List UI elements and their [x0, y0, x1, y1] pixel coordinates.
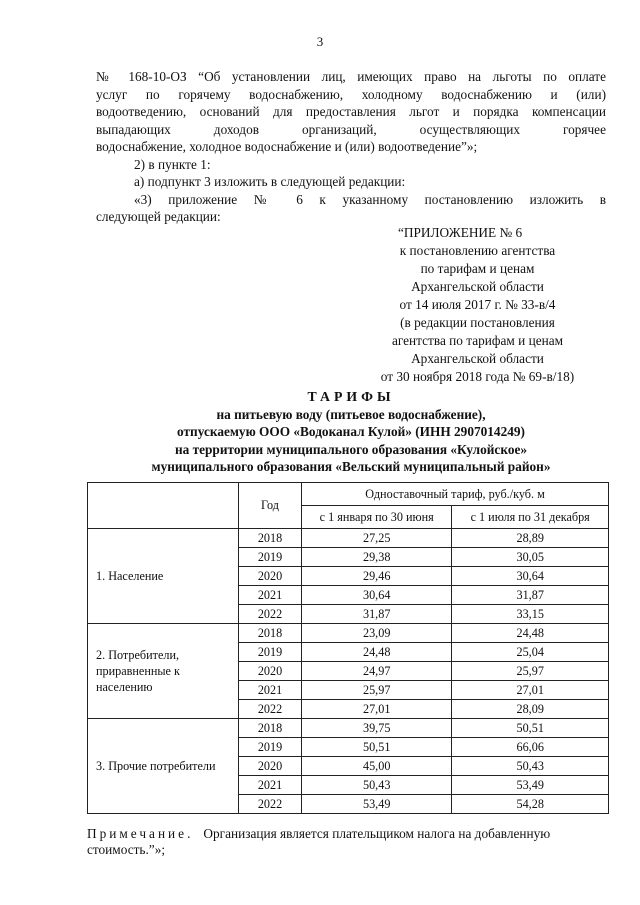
year-cell: 2020	[239, 567, 302, 586]
tariff-cell-period-1: 24,97	[302, 662, 452, 681]
tariff-cell-period-1: 53,49	[302, 795, 452, 814]
tariff-cell-period-1: 24,48	[302, 643, 452, 662]
tariff-cell-period-1: 50,51	[302, 738, 452, 757]
intro-paragraph	[96, 68, 606, 226]
intro-line: выпадающих доходов организаций, осуществляющих горячее	[96, 121, 606, 137]
appendix-line: агентства по тарифам и ценам	[391, 333, 564, 348]
header-row	[88, 483, 609, 506]
table-row	[88, 624, 609, 643]
tariff-cell-period-1: 45,00	[302, 757, 452, 776]
tariff-cell-period-2: 27,01	[452, 681, 609, 700]
appendix-line: по тарифам и ценам	[420, 261, 535, 276]
appendix-block	[350, 224, 605, 386]
note-text: Организация является плательщиком налога на добавленную стоимость.”»;	[87, 826, 551, 857]
tariff-cell-period-2: 54,28	[452, 795, 609, 814]
appendix-line: Архангельской области	[411, 279, 544, 294]
tariff-cell-period-2: 25,04	[452, 643, 609, 662]
tariff-table	[87, 482, 609, 814]
intro-line: водоотведению, оснований для предоставления льгот и порядка компенсации	[96, 104, 606, 119]
tariff-cell-period-2: 33,15	[452, 605, 609, 624]
year-cell: 2022	[239, 605, 302, 624]
tariff-cell-period-1: 27,25	[302, 529, 452, 548]
table-row	[88, 719, 609, 738]
tariff-cell-period-1: 29,46	[302, 567, 452, 586]
year-cell: 2019	[239, 643, 302, 662]
intro-line-last: водоснабжение, холодное водоснабжение и (или) водоотведение”»;	[96, 139, 478, 154]
year-cell: 2018	[239, 624, 302, 643]
appendix-line: Архангельской области	[411, 351, 544, 366]
tariff-cell-period-1: 23,09	[302, 624, 452, 643]
note-label: Примечание.	[87, 826, 194, 841]
tariff-cell-period-1: 25,97	[302, 681, 452, 700]
appendix-line: от 14 июля 2017 г. № 33-в/4	[399, 297, 556, 312]
appendix-line: к постановлению агентства	[399, 243, 556, 258]
tariff-cell-period-1: 50,43	[302, 776, 452, 795]
tariff-cell-period-1: 27,01	[302, 700, 452, 719]
item-3-line1: «3) приложение № 6 к указанному постановлению изложить в	[134, 191, 606, 207]
intro-line: услуг по горячему водоснабжению, холодному водоснабжению и (или)	[96, 86, 606, 102]
header-period-2: с 1 июля по 31 декабря	[452, 506, 609, 529]
title-line: на территории муниципального образования «Кулойское»	[174, 441, 528, 457]
note	[87, 826, 609, 858]
tariff-cell-period-2: 28,89	[452, 529, 609, 548]
year-cell: 2020	[239, 757, 302, 776]
year-cell: 2021	[239, 681, 302, 700]
tariff-cell-period-1: 39,75	[302, 719, 452, 738]
tariff-cell-period-2: 50,43	[452, 757, 609, 776]
page-number: 3	[316, 34, 324, 49]
header-year: Год	[239, 483, 302, 529]
tariff-cell-period-2: 53,49	[452, 776, 609, 795]
header-period-1: с 1 января по 30 июня	[302, 506, 452, 529]
title-main: ТАРИФЫ	[307, 389, 395, 404]
category-cell: 1. Население	[88, 529, 239, 624]
header-category-cell	[88, 483, 239, 529]
intro-line: № 168-10-ОЗ “Об установлении лиц, имеющих право на льготы по оплате	[96, 69, 606, 84]
year-cell: 2022	[239, 700, 302, 719]
tariff-cell-period-2: 24,48	[452, 624, 609, 643]
tariff-cell-period-1: 31,87	[302, 605, 452, 624]
year-cell: 2022	[239, 795, 302, 814]
category-cell: 3. Прочие потребители	[88, 719, 239, 814]
table-row	[88, 529, 609, 548]
category-cell: 2. Потребители, приравненные к населению	[88, 624, 239, 719]
tariff-cell-period-1: 29,38	[302, 548, 452, 567]
header-tariff: Одноставочный тариф, руб./куб. м	[302, 483, 609, 506]
appendix-line: от 30 ноября 2018 года № 69-в/18)	[380, 369, 575, 384]
year-cell: 2018	[239, 719, 302, 738]
title-line: муниципального образования «Вельский муниципальный район»	[151, 459, 551, 474]
tariff-cell-period-1: 30,64	[302, 586, 452, 605]
item-2: 2) в пункте 1:	[134, 156, 211, 172]
tariff-cell-period-2: 25,97	[452, 662, 609, 681]
title-line: отпускаемую ООО «Водоканал Кулой» (ИНН 2907014249)	[177, 424, 525, 439]
year-cell: 2020	[239, 662, 302, 681]
tariff-cell-period-2: 50,51	[452, 719, 609, 738]
year-cell: 2018	[239, 529, 302, 548]
year-cell: 2019	[239, 738, 302, 757]
tariff-cell-period-2: 28,09	[452, 700, 609, 719]
tariff-cell-period-2: 30,64	[452, 567, 609, 586]
appendix-line: (в редакции постановления	[400, 315, 555, 330]
year-cell: 2019	[239, 548, 302, 567]
tariff-cell-period-2: 30,05	[452, 548, 609, 567]
year-cell: 2021	[239, 586, 302, 605]
document-title	[96, 388, 606, 476]
tariff-cell-period-2: 31,87	[452, 586, 609, 605]
appendix-title: “ПРИЛОЖЕНИЕ № 6	[398, 225, 523, 240]
title-line: на питьевую воду (питьевое водоснабжение),	[216, 406, 486, 422]
item-a: а) подпункт 3 изложить в следующей редакции:	[134, 174, 406, 189]
year-cell: 2021	[239, 776, 302, 795]
item-3-line2: следующей редакции:	[96, 209, 221, 224]
tariff-cell-period-2: 66,06	[452, 738, 609, 757]
